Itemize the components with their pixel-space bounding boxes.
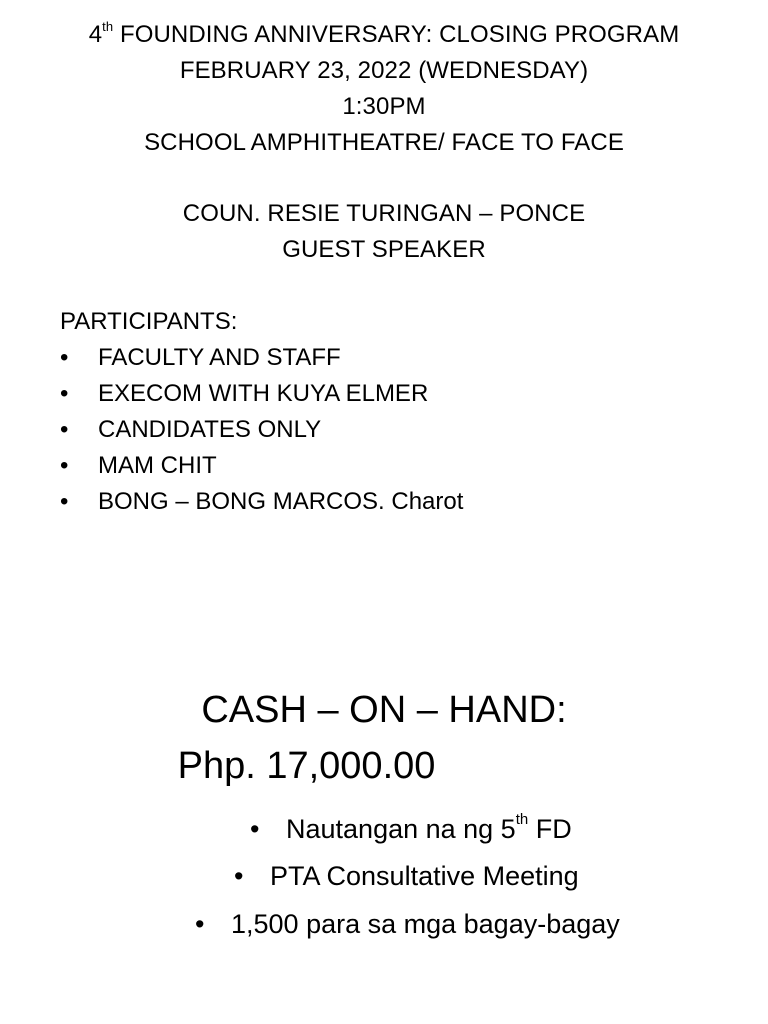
- cash-note-text: PTA Consultative Meeting: [270, 861, 579, 891]
- program-title: [0, 17, 768, 53]
- list-item: [250, 806, 572, 853]
- bullet-icon: •: [60, 452, 69, 479]
- guest-speaker-role: GUEST SPEAKER: [282, 236, 486, 263]
- guest-speaker-name: COUN. RESIE TURINGAN – PONCE: [182, 200, 586, 227]
- list-item: [60, 448, 463, 484]
- ordinal-suffix: th: [515, 811, 529, 828]
- program-time: 1:30PM: [342, 93, 426, 120]
- cash-amount: Php. 17,000.00: [177, 745, 436, 787]
- participant-text: FACULTY AND STAFF: [98, 344, 341, 371]
- cash-note-text: Nautangan na ng 5: [286, 814, 516, 844]
- participant-text: BONG – BONG MARCOS. Charot: [98, 488, 464, 515]
- list-item: [60, 376, 463, 412]
- participants-list: [60, 340, 463, 520]
- bullet-icon: •: [60, 416, 69, 443]
- ordinal-suffix: th: [102, 19, 114, 34]
- participants-label: PARTICIPANTS:: [60, 308, 238, 335]
- bullet-icon: •: [60, 488, 69, 515]
- cash-note-text: FD: [528, 814, 572, 844]
- program-heading: [0, 17, 768, 161]
- list-item: [60, 340, 463, 376]
- list-item: [234, 853, 579, 900]
- participant-text: CANDIDATES ONLY: [98, 416, 322, 443]
- program-venue: SCHOOL AMPHITHEATRE/ FACE TO FACE: [144, 129, 624, 156]
- bullet-icon: •: [195, 909, 205, 939]
- participant-text: EXECOM WITH KUYA ELMER: [98, 380, 429, 407]
- bullet-icon: •: [234, 861, 244, 891]
- cash-on-hand-heading: [0, 682, 768, 794]
- program-date: FEBRUARY 23, 2022 (WEDNESDAY): [179, 57, 589, 84]
- list-item: [60, 484, 463, 520]
- bullet-icon: •: [250, 814, 260, 844]
- cash-note-text: 1,500 para sa mga bagay-bagay: [231, 909, 620, 939]
- program-title-text: FOUNDING ANNIVERSARY: CLOSING PROGRAM: [113, 21, 680, 48]
- guest-speaker-block: [0, 196, 768, 268]
- ordinal-number: 4: [88, 21, 103, 48]
- bullet-icon: •: [60, 344, 69, 371]
- participant-text: MAM CHIT: [98, 452, 217, 479]
- cash-title: CASH – ON – HAND:: [201, 689, 567, 731]
- list-item: [195, 901, 620, 948]
- list-item: [60, 412, 463, 448]
- bullet-icon: •: [60, 380, 69, 407]
- participants-section: [60, 304, 463, 520]
